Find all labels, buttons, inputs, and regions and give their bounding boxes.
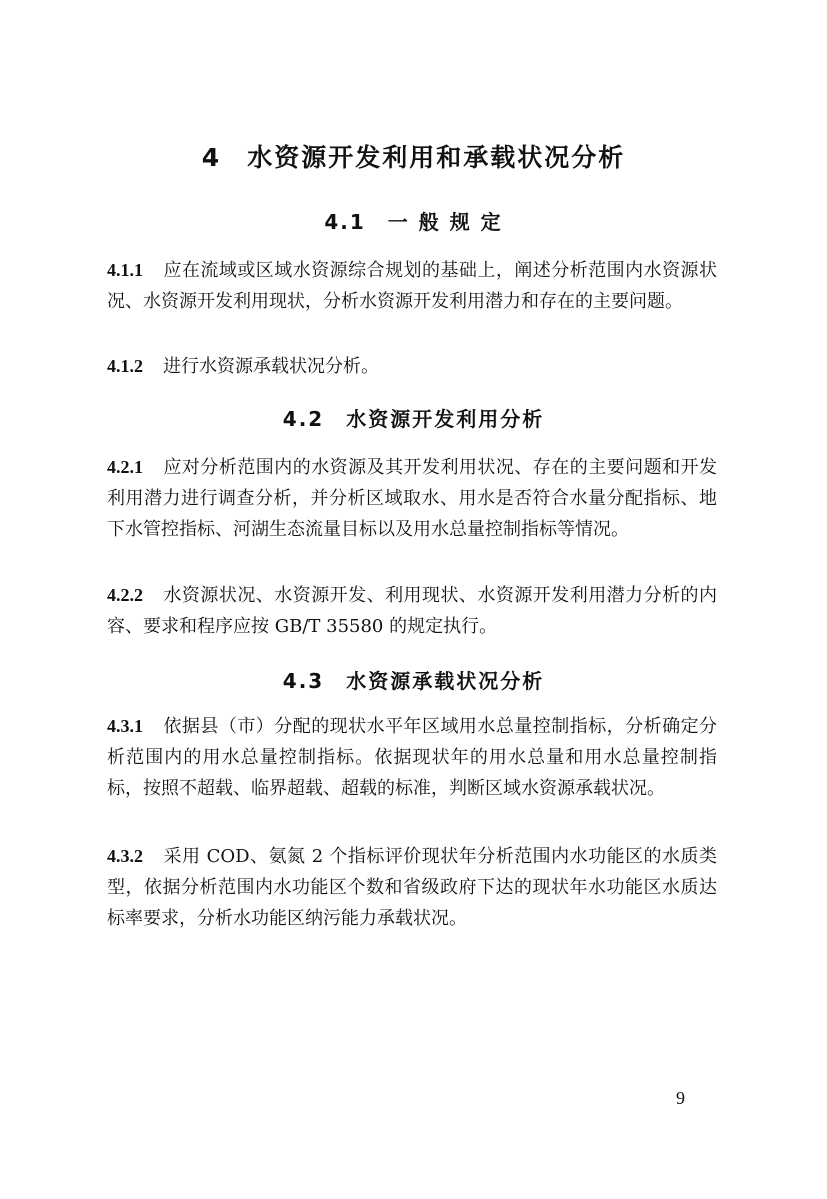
clause-number: 4.1.1 [107,260,143,280]
section-title-text: 水资源开发利用分析 [346,407,545,431]
chapter-number: 4 [201,143,222,172]
section-title-text: 水资源承载状况分析 [346,669,545,693]
chapter-title-text: 水资源开发利用和承载状况分析 [247,143,626,172]
clause-4-1-2 [107,351,717,382]
clause-text: 依据县（市）分配的现状水平年区域用水总量控制指标，分析确定分析范围内的用水总量控制指标。依据现状年的用水总量和用水总量控制指标，按照不超载、临界超载、超载的标准，判断区域水资源承载状况。 [107,716,717,799]
section-title-4-1 [0,206,827,235]
clause-text: 水资源状况、水资源开发、利用现状、水资源开发利用潜力分析的内容、要求和程序应按 GB/T 35580 的规定执行。 [107,585,717,637]
clause-number: 4.2.2 [107,585,143,605]
clause-number: 4.2.1 [107,457,143,477]
clause-4-3-1 [107,711,717,804]
chapter-title [0,138,827,174]
section-title-text: 一 般 规 定 [387,210,503,234]
clause-text: 应在流域或区域水资源综合规划的基础上，阐述分析范围内水资源状况、水资源开发利用现状，分析水资源开发利用潜力和存在的主要问题。 [107,260,717,312]
clause-number: 4.1.2 [107,356,143,376]
section-title-4-2 [0,403,827,432]
section-number: 4.1 [324,210,366,234]
clause-number: 4.3.2 [107,846,143,866]
clause-4-2-2 [107,580,717,642]
clause-text: 进行水资源承载状况分析。 [163,356,379,377]
clause-4-1-1 [107,255,717,317]
clause-number: 4.3.1 [107,716,143,736]
section-title-4-3 [0,665,827,694]
clause-4-3-2 [107,841,717,934]
clause-text: 应对分析范围内的水资源及其开发利用状况、存在的主要问题和开发利用潜力进行调查分析，并分析区域取水、用水是否符合水量分配指标、地下水管控指标、河湖生态流量目标以及用水总量控制指标等情况。 [107,457,717,540]
clause-4-2-1 [107,452,717,545]
page-number: 9 [676,1088,685,1108]
section-number: 4.3 [282,669,325,693]
section-number: 4.2 [282,407,325,431]
clause-text: 采用 COD、氨氮 2 个指标评价现状年分析范围内水功能区的水质类型，依据分析范围内水功能区个数和省级政府下达的现状年水功能区水质达标率要求，分析水功能区纳污能力承载状况。 [107,846,717,929]
